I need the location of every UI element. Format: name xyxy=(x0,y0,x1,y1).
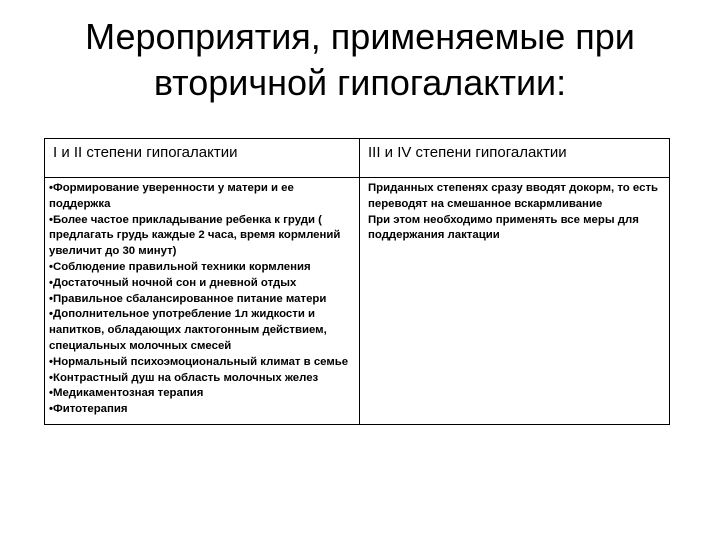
list-item: •Формирование уверенности у матери и ее поддержка xyxy=(49,182,294,210)
list-item: •Правильное сбалансированное питание матери xyxy=(49,292,327,305)
degree-1-2-measures-cell xyxy=(45,178,360,425)
list-item: •Соблюдение правильной техники кормления xyxy=(49,260,311,273)
hypogalactia-measures-table xyxy=(44,138,670,425)
degree-3-4-measures-cell xyxy=(360,178,670,425)
list-item: •Медикаментозная терапия xyxy=(49,387,204,400)
slide-title-line-2: вторичной гипогалактии: xyxy=(153,62,567,103)
list-item: •Дополнительное употребление 1л жидкости и напитков, обладающих лактогонным действием, специальных молочных смесей xyxy=(49,308,327,352)
list-item: •Фитотерапия xyxy=(49,403,128,416)
slide-title-line-1: Мероприятия, применяемые при xyxy=(85,16,635,57)
list-item: •Нормальный психоэмоциональный климат в семье xyxy=(49,355,349,368)
list-item: •Достаточный ночной сон и дневной отдых xyxy=(49,276,297,289)
table-body-row xyxy=(45,178,670,425)
paragraph: При этом необходимо применять все меры для поддержания лактации xyxy=(368,213,639,242)
table-header-row xyxy=(45,139,670,178)
header-degree-3-4: III и IV степени гипогалактии xyxy=(360,139,670,178)
list-item: •Контрастный душ на область молочных желез xyxy=(49,371,319,384)
list-item: •Более частое прикладывание ребенка к груди ( предлагать грудь каждые 2 часа, время кормлений увеличит до 30 минут) xyxy=(49,213,341,258)
header-degree-1-2: I и II степени гипогалактии xyxy=(45,139,360,178)
paragraph: Приданных степенях сразу вводят докорм, то есть переводят на смешанное вскармливание xyxy=(368,182,659,210)
slide-title xyxy=(0,14,720,106)
